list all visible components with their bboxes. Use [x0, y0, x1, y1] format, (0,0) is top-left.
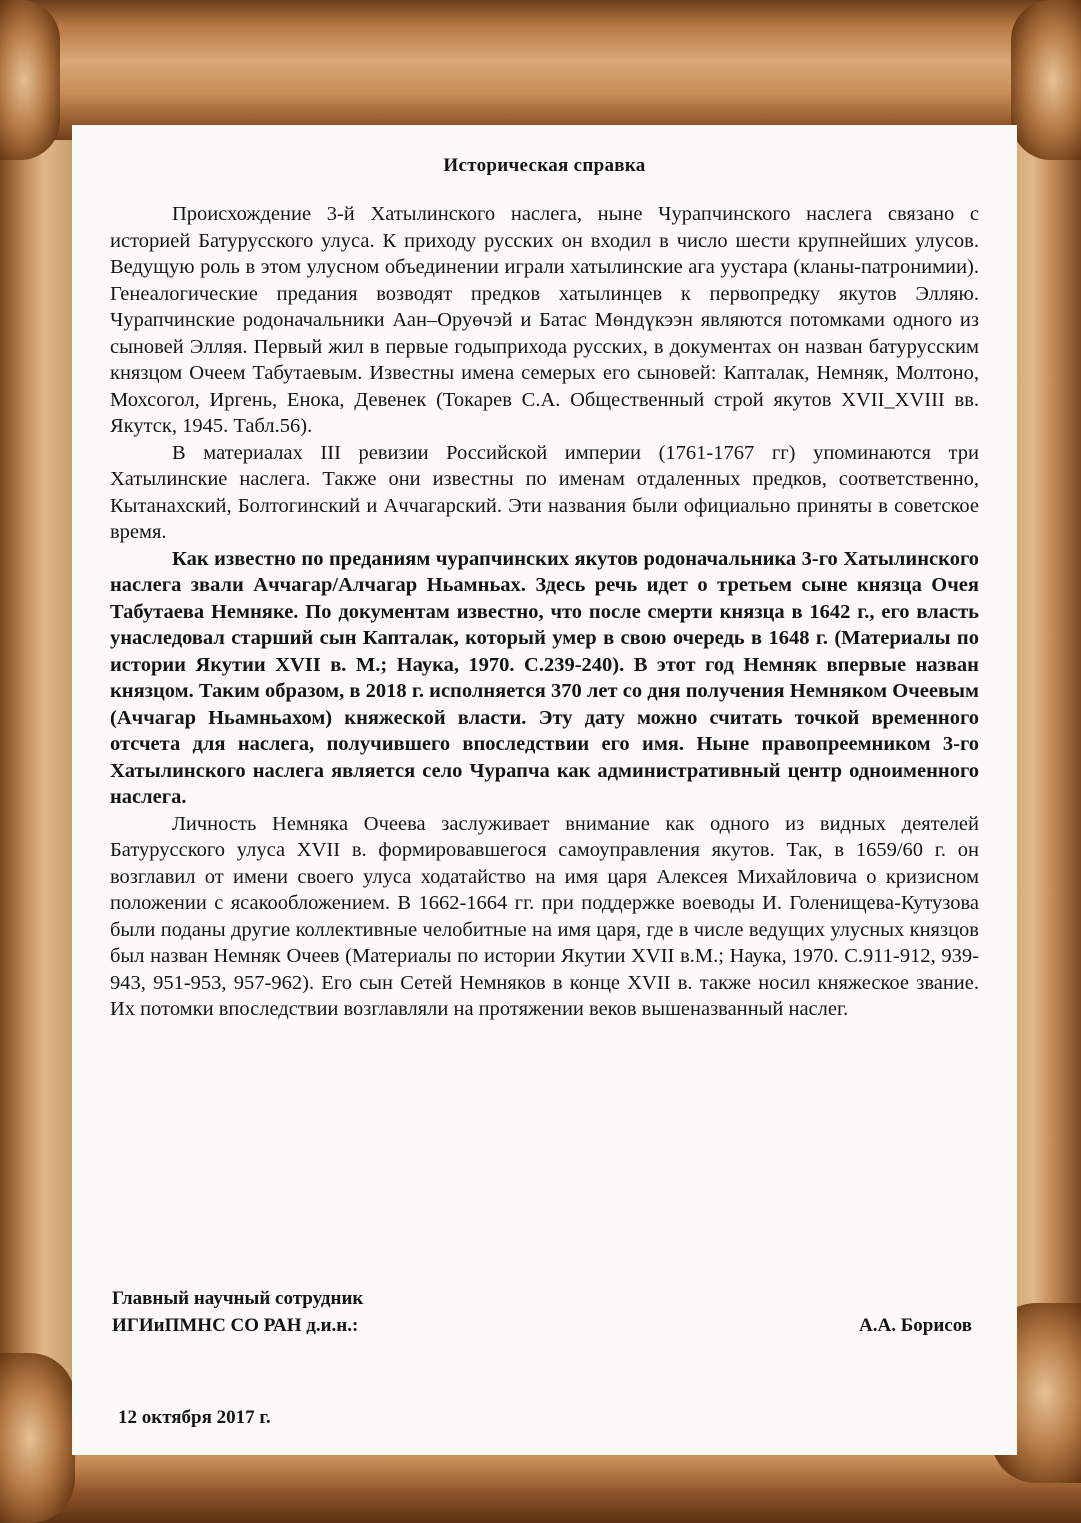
signature-name: А.А. Борисов	[859, 1315, 972, 1336]
scroll-left-border	[0, 140, 72, 1390]
paragraph-founder: Как известно по преданиям чурапчинских якутов родоначальника 3-го Хатылинского наслега звали Аччагар/Алчагар Ньамньах. Здесь речь идет о третьем сыне князца Очея Табутаева Немняке. По документам известно, что после смерти князца в 1642 г., его власть унаследовал старший сын Капталак, который умер в свою очередь в 1648 г. (Материалы по истории Якутии XVII в. М.; Наука, 1970. С.239-240). В этот год Немняк впервые назван князцом. Таким образом, в 2018 г. исполняется 370 лет со дня получения Немняком Очеевым (Аччагар Ньамньахом) княжеской власти. Эту дату можно считать точкой временного отсчета для наслега, получившего впоследствии его имя. Ныне правопреемником 3-го Хатылинского наслега является село Чурапча как административный центр одноименного наслега.	[110, 547, 979, 808]
scroll-roll-top-left	[0, 0, 60, 160]
signature-block	[112, 1285, 982, 1339]
scroll-roll-bottom-left	[0, 1353, 75, 1523]
paragraph-revision: В материалах III ревизии Российской империи (1761-1767 гг) упоминаются три Хатылинские наслега. Также они известны по именам отдаленных предков, соответственно, Кытанахский, Болтогинский и Аччагарский. Эти названия были официально приняты в советское время.	[110, 441, 979, 543]
signature-position-line2: ИГИиПМНС СО РАН д.и.н.:	[112, 1315, 359, 1336]
paragraph-nemnyak: Личность Немняка Очеева заслуживает внимание как одного из видных деятелей Батурусского улуса XVII в. формировавшегося самоуправления якутов. Так, в 1659/60 г. он возглавил от имени своего улуса ходатайство на имя царя Алексея Михайловича о кризисном положении с ясакообложением. В 1662-1664 гг. при поддержке воеводы И. Голенищева-Кутузова были поданы другие коллективные челобитные на имя царя, где в числе ведущих улусных князцов был назван Немняк Очеев (Материалы по истории Якутии XVII в.М.; Наука, 1970. С.911-912, 939-943, 951-953, 957-962). Его сын Сетей Немняков в конце XVII в. также носил княжеское звание. Их потомки впоследствии возглавляли на протяжении веков вышеназванный наслег.	[110, 812, 979, 1020]
document-title: Историческая справка	[443, 155, 646, 176]
document-paper	[72, 125, 1017, 1455]
document-date: 12 октября 2017 г.	[118, 1407, 271, 1428]
paragraph-origin: Происхождение 3-й Хатылинского наслега, ныне Чурапчинского наслега связано с историей Батурусского улуса. К приходу русских он входил в число шести крупнейших улусов. Ведущую роль в этом улусном объединении играли хатылинские ага уустара (кланы-патронимии). Генеалогические предания возводят предков хатылинцев к первопредку якутов Элляю. Чурапчинские родоначальники Аан–Оруөчэй и Батас Мөндүкээн являются потомками одного из сыновей Элляя. Первый жил в первые годыприхода русских, в документах он назван батурусским князцом Очеем Табутаевым. Известны имена семерых его сыновей: Капталак, Немняк, Молтоно, Мохсогол, Иргень, Енока, Девенек (Токарев С.А. Общественный строй якутов XVII_XVIII вв. Якутск, 1945. Табл.56).	[110, 203, 979, 437]
signature-position-line1: Главный научный сотрудник	[112, 1288, 364, 1309]
scroll-roll-top-right	[1011, 0, 1081, 160]
